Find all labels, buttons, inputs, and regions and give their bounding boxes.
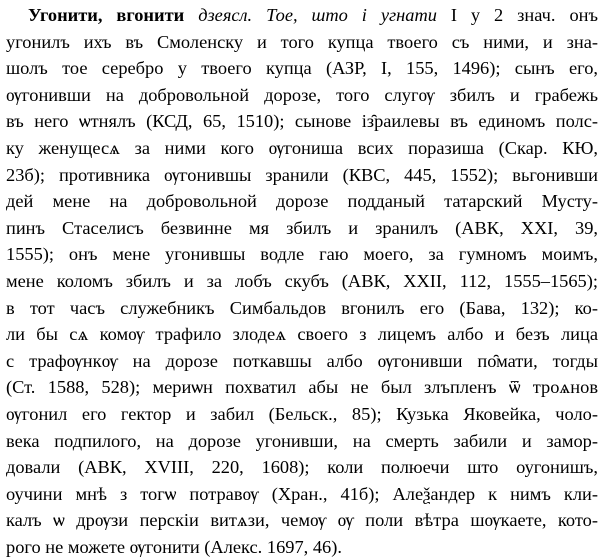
entry-line-3: шолъ тое серебро у твоего купца (АЗР, I, 155, 1496); сынъ его, (6, 58, 598, 79)
entry-line-21: рого не можете ѹгонити (Алекс. 1697, 46). (6, 536, 342, 557)
entry-line-19: оучини мнѣ з тогѡ потравѹ (Хран., 41б); Алеѯандер к нимъ кли- (6, 483, 598, 504)
entry-text-start: онъ (555, 5, 598, 25)
entry-line-6: ку женущесѧ за ними кого ѹгониша всих поразиша (Скар. КЮ, (6, 137, 598, 158)
entry-line-16: ѹгонил его гектор и забил (Бельск., 85); Кузька Яковейка, чоло- (6, 403, 598, 424)
dictionary-entry (6, 2, 598, 560)
entry-line-10: 1555); онъ мене угонившы водле гаю моего, за гумномъ моимъ, (6, 244, 598, 265)
definition: Тое, што і угнати (266, 5, 437, 25)
entry-line-5: въ него ѡтнялъ (КСД, 65, 1510); сынове із̑раилевы въ единомъ полс- (6, 111, 598, 132)
entry-line-7: 23б); противника ѹгонившы зранили (КВС, 445, 1552); вьгонивши (6, 164, 598, 185)
grammar-label: дзеясл. (198, 5, 253, 25)
entry-line-1 (6, 2, 598, 29)
entry-line-8: дей мене на добровольной дорозе подданый татарский Мусту- (6, 191, 598, 212)
entry-line-14: с трафѹнкѹ на дорозе поткавшы албо ѹгонивши по̑мати, тогды (6, 350, 598, 371)
entry-line-4: ѹгонивши на добровольной дорозе, того слугѹ збилъ и грабежь (6, 84, 598, 105)
sense-reference: I у 2 знач. (450, 5, 556, 25)
entry-line-9: пинъ Стаселисъ безвинне мя збилъ и зранилъ (АВК, XXI, 39, (6, 217, 598, 238)
headword: Угонити, вгонити (28, 5, 185, 25)
entry-line-18: довали (АВК, XVIII, 220, 1608); коли полюечи што оугонишъ, (6, 457, 598, 478)
entry-line-2: угонилъ ихъ въ Смоленску и того купца твоего съ ними, и зна- (6, 31, 598, 52)
entry-line-15: (Ст. 1588, 528); мериѡн похватил абы не был злъпленъ ѿ троѧнов (6, 377, 598, 398)
entry-line-17: века подпилого, на дорозе угонивши, на смерть забили и замор- (6, 430, 598, 451)
entry-line-11: мене коломъ збилъ и за лобъ скубъ (АВК, XXII, 112, 1555–1565); (6, 270, 598, 291)
entry-line-12: в тот часъ служебникъ Симбальдов вгонилъ его (Бава, 132); ко- (6, 297, 598, 318)
entry-line-20: калъ ѡ дрѹзи перскіи витѧзи, чемѹ ѹ поли вѣтра шѹкаете, кото- (6, 510, 598, 531)
entry-line-13: ли бы сѧ комѹ трафило злодеѧ своего з лицемъ албо и безъ лица (6, 324, 598, 345)
